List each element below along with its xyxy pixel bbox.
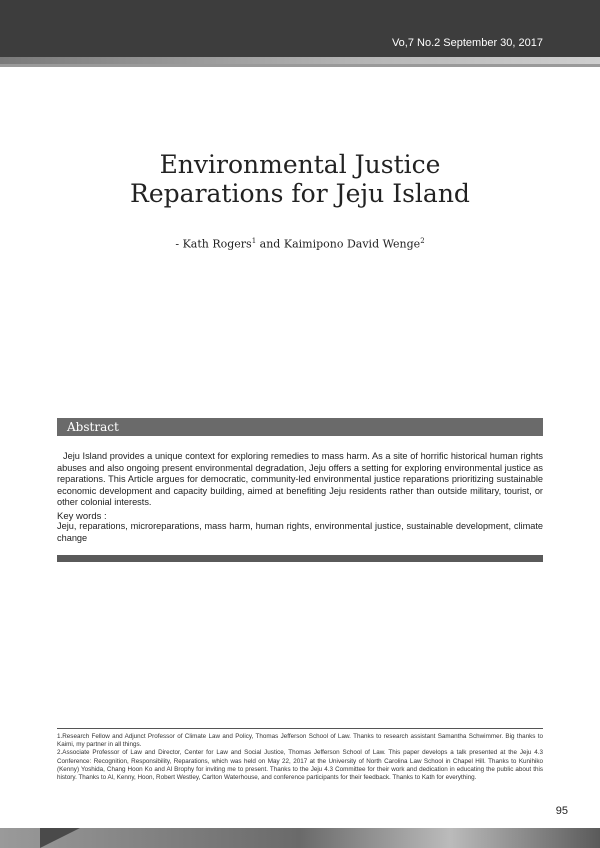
footnote-2: 2.Associate Professor of Law and Director, Center for Law and Social Justice, Thomas Jefferson School of Law. This paper develops a talk presented at the Jeju 4.3 Conference: Recognition, Responsibility, Reparations, which was held on May 22, 2017 at the University of North Carolina Law School in Chapel Hill. Thanks to Kunihiko (Kenny) Yoshida, Chang Hoon Ko and Al Brophy for inviting me to present. Thanks to the Jeju 4.3 Committee for their work and dedication in educating the public about this history. Thanks to Al, Kenny, Hoon, Robert Westley, Carlton Waterhouse, and conference participants for their feedback. Thanks to Kath for everything. — [57, 749, 543, 782]
author-prefix: - — [175, 237, 183, 251]
abstract-text: Jeju Island provides a unique context for exploring remedies to mass harm. As a site of horrific historical human rights abuses and also ongoing present environmental degradation, Jeju offers a setting for exploring environmental justice as reparations. This Article argues for democratic, community-led environmental justice reparations prioritizing sustainable economic development and capacity building, aimed at benefiting Jeju residents rather than outside military, tourist, or other colonial interests. — [57, 451, 543, 507]
footnote-separator — [57, 728, 543, 729]
keywords-text: Jeju, reparations, microreparations, mass harm, human rights, environmental justice, sustainable development, climate change — [57, 521, 543, 543]
header-stripe-thin — [0, 64, 600, 67]
footnotes — [57, 733, 543, 782]
author-2: Kaimipono David Wenge — [283, 237, 421, 251]
author-2-footnote-mark[interactable]: 2 — [420, 237, 425, 245]
issue-info: Vo,7 No.2 September 30, 2017 — [391, 37, 543, 49]
abstract-heading-bar — [57, 418, 543, 436]
section-divider-bar — [57, 555, 543, 562]
footnote-1: 1.Research Fellow and Adjunct Professor of Climate Law and Policy, Thomas Jefferson School of Law. Thanks to research assistant Samantha Schwimmer. Big thanks to Kaimi, my partner in all things. — [57, 733, 543, 749]
keywords-label: Key words : — [57, 511, 107, 522]
title-line-1: Environmental Justice — [159, 150, 441, 179]
abstract-heading: Abstract — [67, 420, 119, 434]
footer-band — [0, 828, 600, 848]
author-line — [0, 237, 600, 251]
footer-accent — [40, 828, 80, 848]
author-1: Kath Rogers — [182, 237, 252, 251]
page-number: 95 — [555, 805, 568, 817]
header-band — [0, 0, 600, 57]
author-connector: and — [256, 237, 284, 251]
author-1-footnote-mark[interactable]: 1 — [251, 237, 257, 245]
title-line-2: Reparations for Jeju Island — [130, 179, 470, 208]
header-stripe — [0, 57, 600, 64]
